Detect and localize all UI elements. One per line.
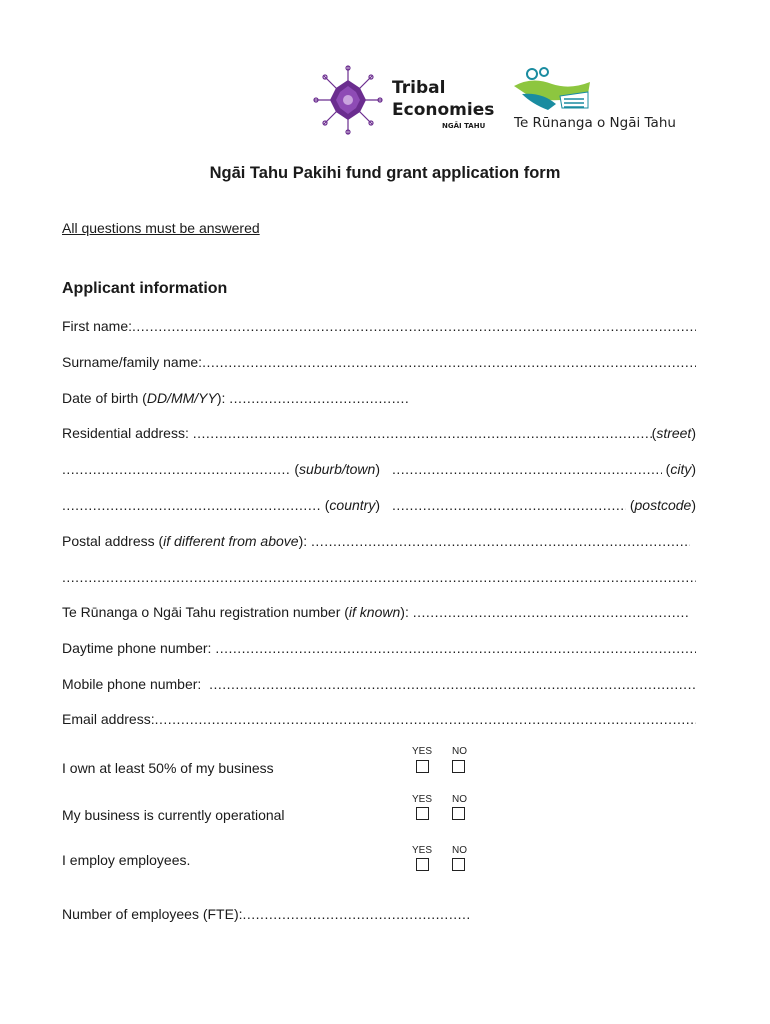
residential-street-field[interactable]: Residential address: ..... (street) xyxy=(62,425,696,441)
tribal-word: Tribal xyxy=(392,78,446,98)
postal-label: Postal address ( xyxy=(62,533,164,549)
runanga-logo xyxy=(508,64,698,136)
registration-number-field[interactable]: Te Rūnanga o Ngāi Tahu registration number (if known): ..... xyxy=(62,604,690,620)
employees-fte-label: Number of employees (FTE): xyxy=(62,906,243,922)
country-field[interactable]: ..... (country) xyxy=(62,497,380,513)
yes-header-3: YES xyxy=(412,845,433,856)
postcode-hint: postcode xyxy=(634,497,692,513)
country-hint: country xyxy=(329,497,376,513)
first-name-label: First name: xyxy=(62,318,133,334)
question-own-50-percent: I own at least 50% of my business xyxy=(62,760,274,776)
instruction-note: All questions must be answered xyxy=(62,220,260,236)
runanga-landscape-icon xyxy=(512,64,592,112)
section-heading: Applicant information xyxy=(62,280,228,297)
no-header-1: NO xyxy=(452,746,467,757)
first-name-field[interactable] xyxy=(62,318,696,334)
economies-word: Economies xyxy=(392,100,495,120)
ngai-tahu-sublabel: NGĀI TAHU xyxy=(442,122,486,130)
postal-address-field[interactable]: Postal address (if different from above): ..... xyxy=(62,533,690,549)
dob-field[interactable]: Date of birth (DD/MM/YY): ..... xyxy=(62,390,410,406)
tribal-economies-logo xyxy=(308,62,494,138)
own-50-no-checkbox[interactable] xyxy=(452,760,465,773)
yes-header-1: YES xyxy=(412,746,433,757)
own-50-yes-checkbox[interactable] xyxy=(416,760,429,773)
daytime-phone-field[interactable] xyxy=(62,640,696,656)
employ-yes-checkbox[interactable] xyxy=(416,858,429,871)
email-field[interactable] xyxy=(62,711,696,727)
mobile-phone-field[interactable] xyxy=(62,676,696,692)
operational-no-checkbox[interactable] xyxy=(452,807,465,820)
no-header-2: NO xyxy=(452,794,467,805)
tribal-star-icon xyxy=(308,62,388,138)
daytime-phone-label: Daytime phone number: xyxy=(62,640,212,656)
registration-hint: if known xyxy=(348,604,401,620)
surname-field[interactable] xyxy=(62,354,696,370)
residential-label: Residential address: xyxy=(62,425,189,441)
postal-address-line2[interactable] xyxy=(62,569,696,585)
runanga-name: Te Rūnanga o Ngāi Tahu xyxy=(514,115,676,131)
dob-format: DD/MM/YY xyxy=(146,390,217,406)
email-label: Email address: xyxy=(62,711,155,727)
city-field[interactable]: ..... (city) xyxy=(392,461,696,477)
employees-fte-field[interactable] xyxy=(62,906,470,922)
no-header-3: NO xyxy=(452,845,467,856)
employ-no-checkbox[interactable] xyxy=(452,858,465,871)
operational-yes-checkbox[interactable] xyxy=(416,807,429,820)
question-operational: My business is currently operational xyxy=(62,807,285,823)
street-hint: street xyxy=(656,425,692,441)
surname-label: Surname/family name: xyxy=(62,354,203,370)
postcode-field[interactable]: ..... (postcode) xyxy=(392,497,696,513)
suburb-field[interactable]: ..... (suburb/town) xyxy=(62,461,380,477)
form-title: Ngāi Tahu Pakihi fund grant application form xyxy=(209,164,561,182)
city-hint: city xyxy=(670,461,692,477)
mobile-phone-label: Mobile phone number: xyxy=(62,676,202,692)
postal-hint: if different from above xyxy=(163,533,299,549)
registration-label: Te Rūnanga o Ngāi Tahu registration number ( xyxy=(62,604,349,620)
question-employ: I employ employees. xyxy=(62,852,191,868)
suburb-hint: suburb/town xyxy=(299,461,376,477)
yes-header-2: YES xyxy=(412,794,433,805)
dob-label: Date of birth ( xyxy=(62,390,147,406)
